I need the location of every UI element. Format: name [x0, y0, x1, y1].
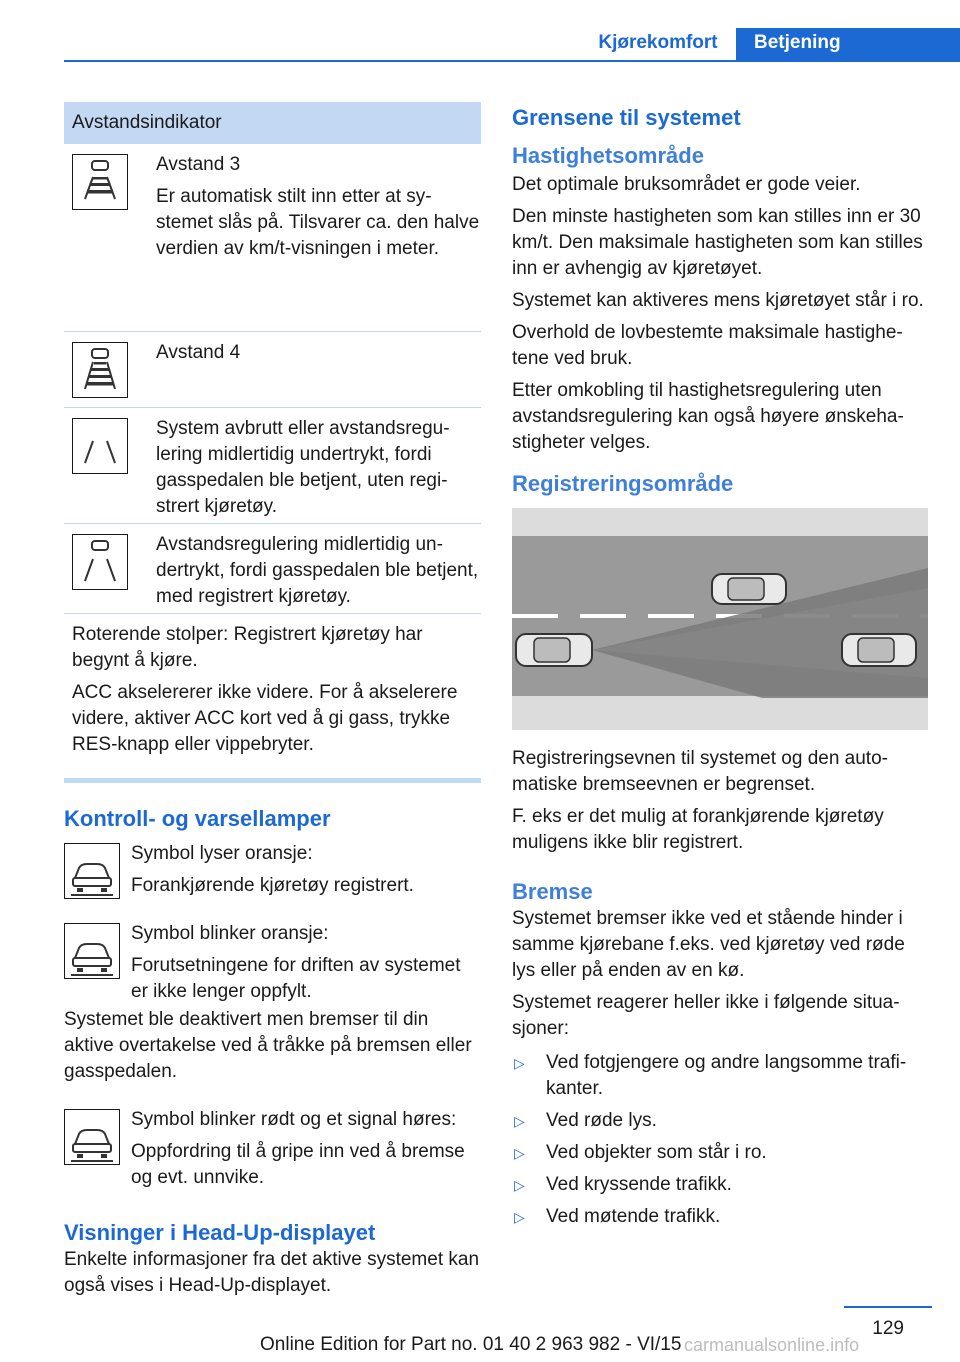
paragraph: Systemet reagerer heller ikke i følgende situasjoner:	[512, 992, 900, 1039]
detection-range-figure	[512, 508, 928, 730]
note-text: ACC akselererer ikke videre. For å akselerere videre, aktiver ACC kort ved å gi gass, trykke RES-knapp eller vippebryter.	[72, 682, 458, 755]
lamp-item	[64, 841, 481, 905]
paragraph: Systemet kan aktiveres mens kjøretøyet står i ro.	[512, 290, 924, 311]
paragraph: Systemet bremser ikke ved et stående hinder i samme kjørebane f.eks. ved kjøretøy ved røde lys eller på enden av en kø.	[512, 908, 905, 981]
subheading-speed: Hastighetsområde	[512, 143, 704, 168]
row-line: Avstand 3	[156, 154, 241, 175]
header-rule	[64, 60, 960, 62]
car-front-icon	[712, 574, 786, 604]
paragraph: F. eks er det mulig at forankjørende kjøretøy muligens ikke blir registrert.	[512, 806, 884, 853]
list-item: ▷ Ved fotgjengere og andre langsomme trafikanter.	[512, 1050, 930, 1102]
list-item: ▷ Ved objekter som står i ro.	[512, 1140, 930, 1166]
row-line: Avstandsregulering midlertidig undertrykt, fordi gasspedalen ble betjent, med registrert kjøretøy.	[156, 534, 479, 607]
lamp-description: Systemet ble deaktivert men bremser til din aktive overtakelse ved å tråkke på bremsen eller gasspedalen.	[64, 1009, 472, 1082]
lamp-meaning: Forutsetningene for driften av systemet er ikke lenger oppfylt.	[131, 955, 461, 1002]
vehicle-detected-icon	[64, 843, 120, 899]
lamp-state: Symbol blinker rødt og et signal høres:	[131, 1109, 457, 1130]
bullet-marker-icon: ▷	[514, 1177, 525, 1193]
bullet-marker-icon: ▷	[514, 1145, 525, 1161]
bullet-marker-icon: ▷	[514, 1209, 525, 1225]
left-column	[64, 102, 481, 1299]
header-section-tab: Kjørekomfort	[598, 32, 718, 53]
subheading-brake: Bremse	[512, 879, 593, 904]
row-line: Avstand 4	[156, 342, 241, 363]
hud-text: Enkelte informasjoner fra det aktive systemet kan også vises i Head-Up-displayet.	[64, 1249, 480, 1296]
bullet-marker-icon: ▷	[514, 1055, 525, 1071]
paragraph: Etter omkobling til hastighetsregulering uten avstandsregulering kan også høyere ønskehastigheter velges.	[512, 380, 904, 453]
table-row	[64, 144, 481, 332]
footer-edition: Online Edition for Part no. 01 40 2 963 982 - VI/15	[260, 1334, 682, 1355]
acc-interrupted-icon	[72, 418, 128, 474]
row-line: System avbrutt eller avstandsregulering midlertidig undertrykt, fordi gasspedalen ble betjent, uten registrert kjøretøy.	[156, 418, 450, 517]
situation-list	[512, 1050, 930, 1230]
table-row	[64, 524, 481, 614]
right-column	[512, 102, 930, 1236]
list-item: ▷ Ved røde lys.	[512, 1108, 930, 1134]
lamp-meaning: Forankjørende kjøretøy registrert.	[131, 875, 414, 896]
table-header: Avstandsindikator	[64, 102, 481, 144]
lamp-item	[64, 921, 481, 1011]
section-heading-hud: Visninger i Head-Up-displayet	[64, 1220, 376, 1245]
lamp-item	[64, 1107, 481, 1197]
table-row	[64, 332, 481, 408]
lamp-state: Symbol blinker oransje:	[131, 923, 329, 944]
acc-suppressed-vehicle-icon	[72, 534, 128, 590]
paragraph: Den minste hastigheten som kan stilles inn er 30 km/t. Den maksimale hastigheten som kan stilles inn er avhengig av kjøretøyet.	[512, 206, 923, 279]
distance-3-icon	[72, 154, 128, 210]
header-active-tab: Betjening	[736, 28, 960, 62]
car-right-icon	[842, 634, 916, 666]
paragraph: Det optimale bruksområdet er gode veier.	[512, 174, 861, 195]
list-item: ▷ Ved kryssende trafikk.	[512, 1172, 930, 1198]
vehicle-warning-icon	[64, 923, 120, 979]
car-own-icon	[516, 634, 592, 666]
list-item: ▷ Ved møtende trafikk.	[512, 1204, 930, 1230]
note-text: Roterende stolper: Registrert kjøretøy har begynt å kjøre.	[72, 624, 423, 671]
subheading-detection: Registreringsområde	[512, 471, 734, 496]
row-line: Er automatisk stilt inn etter at systemet slås på. Tilsvarer ca. den halve verdien av km/t-visningen i meter.	[156, 186, 480, 259]
table-bottom-rule	[64, 778, 481, 783]
section-heading-limits: Grensene til systemet	[512, 105, 741, 130]
watermark: carmanualsonline.info	[684, 1335, 860, 1355]
distance-4-icon	[72, 342, 128, 398]
lamp-state: Symbol lyser oransje:	[131, 843, 313, 864]
paragraph: Overhold de lovbestemte maksimale hastighetene ved bruk.	[512, 322, 903, 369]
table-row	[64, 408, 481, 524]
footer-rule	[844, 1306, 932, 1308]
lamp-meaning: Oppfordring til å gripe inn ved å bremse og evt. unnvike.	[131, 1141, 465, 1188]
paragraph: Registreringsevnen til systemet og den automatiske bremseevnen er begrenset.	[512, 748, 888, 795]
table-note	[64, 614, 481, 774]
page-number: 129	[872, 1318, 904, 1339]
bullet-marker-icon: ▷	[514, 1113, 525, 1129]
section-heading-lamps: Kontroll- og varsellamper	[64, 806, 331, 831]
collision-warning-icon	[64, 1109, 120, 1165]
